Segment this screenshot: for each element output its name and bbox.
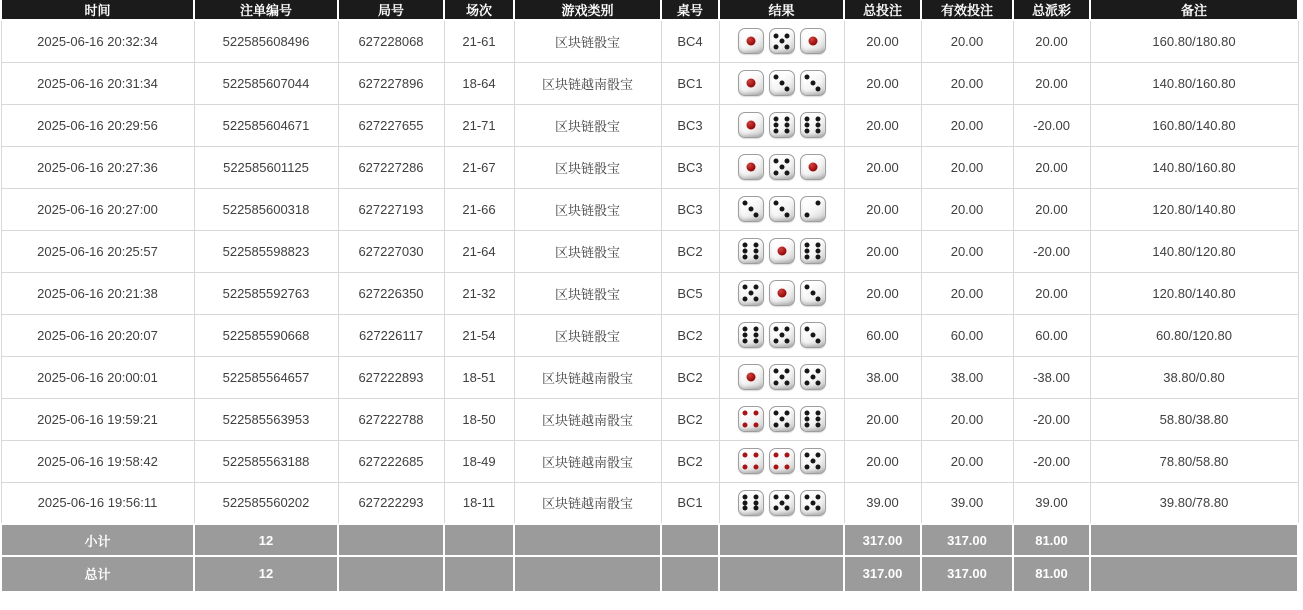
cell-valid-bet: 20.00	[921, 272, 1013, 314]
cell-remark: 160.80/180.80	[1090, 20, 1298, 62]
cell-remark: 58.80/38.80	[1090, 398, 1298, 440]
die-5-icon	[800, 490, 826, 516]
cell-table-number: BC3	[661, 146, 719, 188]
die-3-icon	[769, 196, 795, 222]
cell-table-number: BC1	[661, 482, 719, 524]
subtotal-valid-bet: 317.00	[921, 524, 1013, 556]
cell-payout: 20.00	[1013, 272, 1090, 314]
cell-game-type: 区块链骰宝	[514, 146, 661, 188]
cell-total-bet: 20.00	[844, 62, 921, 104]
cell-time: 2025-06-16 20:32:34	[1, 20, 194, 62]
cell-valid-bet: 20.00	[921, 230, 1013, 272]
die-1-icon	[738, 364, 764, 390]
cell-bet-number: 522585564657	[194, 356, 338, 398]
total-payout: 81.00	[1013, 556, 1090, 592]
cell-game-type: 区块链骰宝	[514, 20, 661, 62]
cell-time: 2025-06-16 20:31:34	[1, 62, 194, 104]
die-5-icon	[738, 280, 764, 306]
cell-remark: 140.80/160.80	[1090, 146, 1298, 188]
cell-total-bet: 20.00	[844, 188, 921, 230]
cell-remark: 120.80/140.80	[1090, 188, 1298, 230]
table-footer	[1, 524, 1298, 592]
cell-bet-number: 522585563188	[194, 440, 338, 482]
cell-valid-bet: 20.00	[921, 398, 1013, 440]
footer-empty-cell	[1090, 524, 1298, 556]
subtotal-label: 小计	[1, 524, 194, 556]
die-1-icon	[769, 280, 795, 306]
subtotal-payout: 81.00	[1013, 524, 1090, 556]
table-row	[1, 104, 1298, 146]
cell-table-number: BC2	[661, 230, 719, 272]
cell-bet-number: 522585598823	[194, 230, 338, 272]
die-1-icon	[738, 154, 764, 180]
cell-total-bet: 20.00	[844, 398, 921, 440]
cell-session: 18-49	[444, 440, 514, 482]
dice-result-icons	[722, 322, 842, 348]
cell-round-number: 627227030	[338, 230, 444, 272]
table-row	[1, 356, 1298, 398]
cell-total-bet: 20.00	[844, 20, 921, 62]
die-3-icon	[800, 70, 826, 96]
subtotal-total-bet: 317.00	[844, 524, 921, 556]
cell-time: 2025-06-16 20:00:01	[1, 356, 194, 398]
cell-valid-bet: 20.00	[921, 440, 1013, 482]
die-5-icon	[800, 448, 826, 474]
cell-session: 21-67	[444, 146, 514, 188]
footer-empty-cell	[661, 524, 719, 556]
cell-valid-bet: 38.00	[921, 356, 1013, 398]
table-row	[1, 62, 1298, 104]
table-row	[1, 482, 1298, 524]
die-5-icon	[769, 364, 795, 390]
column-header-table-no: 桌号	[661, 0, 719, 20]
cell-dice-result	[719, 314, 844, 356]
cell-payout: -38.00	[1013, 356, 1090, 398]
cell-dice-result	[719, 482, 844, 524]
die-6-icon	[800, 406, 826, 432]
die-6-icon	[800, 112, 826, 138]
cell-total-bet: 39.00	[844, 482, 921, 524]
total-row	[1, 556, 1298, 592]
cell-game-type: 区块链骰宝	[514, 104, 661, 146]
cell-table-number: BC5	[661, 272, 719, 314]
total-total-bet: 317.00	[844, 556, 921, 592]
dice-result-icons	[722, 28, 842, 54]
cell-game-type: 区块链越南骰宝	[514, 482, 661, 524]
table-row	[1, 272, 1298, 314]
cell-session: 21-54	[444, 314, 514, 356]
subtotal-row	[1, 524, 1298, 556]
cell-session: 18-50	[444, 398, 514, 440]
cell-bet-number: 522585560202	[194, 482, 338, 524]
column-header-game-type: 游戏类别	[514, 0, 661, 20]
cell-round-number: 627227655	[338, 104, 444, 146]
cell-valid-bet: 20.00	[921, 104, 1013, 146]
cell-total-bet: 20.00	[844, 272, 921, 314]
cell-session: 18-51	[444, 356, 514, 398]
dice-result-icons	[722, 406, 842, 432]
cell-game-type: 区块链越南骰宝	[514, 356, 661, 398]
cell-round-number: 627222685	[338, 440, 444, 482]
cell-remark: 140.80/160.80	[1090, 62, 1298, 104]
dice-result-icons	[722, 154, 842, 180]
cell-dice-result	[719, 272, 844, 314]
cell-payout: -20.00	[1013, 398, 1090, 440]
column-header-total-bet: 总投注	[844, 0, 921, 20]
cell-remark: 60.80/120.80	[1090, 314, 1298, 356]
total-count: 12	[194, 556, 338, 592]
cell-time: 2025-06-16 20:21:38	[1, 272, 194, 314]
cell-round-number: 627222293	[338, 482, 444, 524]
die-3-icon	[738, 196, 764, 222]
column-header-payout: 总派彩	[1013, 0, 1090, 20]
cell-time: 2025-06-16 19:56:11	[1, 482, 194, 524]
cell-time: 2025-06-16 20:20:07	[1, 314, 194, 356]
cell-game-type: 区块链骰宝	[514, 272, 661, 314]
cell-bet-number: 522585563953	[194, 398, 338, 440]
footer-empty-cell	[661, 556, 719, 592]
die-6-icon	[738, 322, 764, 348]
cell-total-bet: 20.00	[844, 230, 921, 272]
cell-session: 21-71	[444, 104, 514, 146]
total-valid-bet: 317.00	[921, 556, 1013, 592]
footer-empty-cell	[338, 556, 444, 592]
cell-payout: -20.00	[1013, 104, 1090, 146]
cell-dice-result	[719, 188, 844, 230]
cell-remark: 39.80/78.80	[1090, 482, 1298, 524]
cell-dice-result	[719, 146, 844, 188]
table-row	[1, 230, 1298, 272]
table-row	[1, 146, 1298, 188]
cell-bet-number: 522585590668	[194, 314, 338, 356]
cell-valid-bet: 60.00	[921, 314, 1013, 356]
cell-valid-bet: 20.00	[921, 146, 1013, 188]
footer-empty-cell	[514, 556, 661, 592]
cell-payout: 20.00	[1013, 188, 1090, 230]
column-header-remark: 备注	[1090, 0, 1298, 20]
die-3-icon	[800, 322, 826, 348]
cell-total-bet: 20.00	[844, 440, 921, 482]
cell-bet-number: 522585601125	[194, 146, 338, 188]
cell-payout: 20.00	[1013, 62, 1090, 104]
die-3-icon	[769, 70, 795, 96]
cell-total-bet: 60.00	[844, 314, 921, 356]
table-row	[1, 20, 1298, 62]
cell-remark: 160.80/140.80	[1090, 104, 1298, 146]
die-3-icon	[800, 280, 826, 306]
cell-bet-number: 522585608496	[194, 20, 338, 62]
cell-payout: 20.00	[1013, 20, 1090, 62]
die-2-icon	[800, 196, 826, 222]
die-5-icon	[800, 364, 826, 390]
cell-valid-bet: 39.00	[921, 482, 1013, 524]
cell-dice-result	[719, 356, 844, 398]
cell-bet-number: 522585600318	[194, 188, 338, 230]
cell-valid-bet: 20.00	[921, 62, 1013, 104]
column-header-bet-no: 注单编号	[194, 0, 338, 20]
cell-total-bet: 20.00	[844, 146, 921, 188]
cell-game-type: 区块链越南骰宝	[514, 440, 661, 482]
cell-remark: 140.80/120.80	[1090, 230, 1298, 272]
die-1-icon	[738, 112, 764, 138]
cell-round-number: 627222788	[338, 398, 444, 440]
table-row	[1, 314, 1298, 356]
column-header-session: 场次	[444, 0, 514, 20]
total-label: 总计	[1, 556, 194, 592]
table-body	[1, 20, 1298, 524]
cell-time: 2025-06-16 19:59:21	[1, 398, 194, 440]
cell-dice-result	[719, 62, 844, 104]
cell-session: 21-66	[444, 188, 514, 230]
cell-table-number: BC2	[661, 398, 719, 440]
cell-total-bet: 20.00	[844, 104, 921, 146]
cell-session: 21-32	[444, 272, 514, 314]
column-header-time: 时间	[1, 0, 194, 20]
cell-valid-bet: 20.00	[921, 188, 1013, 230]
die-1-icon	[738, 70, 764, 96]
footer-empty-cell	[1090, 556, 1298, 592]
table-row	[1, 188, 1298, 230]
cell-bet-number: 522585607044	[194, 62, 338, 104]
cell-valid-bet: 20.00	[921, 20, 1013, 62]
cell-table-number: BC3	[661, 104, 719, 146]
cell-total-bet: 38.00	[844, 356, 921, 398]
footer-empty-cell	[338, 524, 444, 556]
cell-remark: 78.80/58.80	[1090, 440, 1298, 482]
cell-round-number: 627226117	[338, 314, 444, 356]
die-6-icon	[769, 112, 795, 138]
column-header-valid-bet: 有效投注	[921, 0, 1013, 20]
footer-empty-cell	[444, 524, 514, 556]
dice-result-icons	[722, 196, 842, 222]
cell-payout: 20.00	[1013, 146, 1090, 188]
die-6-icon	[738, 238, 764, 264]
dice-result-icons	[722, 490, 842, 516]
cell-time: 2025-06-16 20:25:57	[1, 230, 194, 272]
die-4-icon	[769, 448, 795, 474]
column-header-result: 结果	[719, 0, 844, 20]
subtotal-count: 12	[194, 524, 338, 556]
die-5-icon	[769, 28, 795, 54]
die-1-icon	[769, 238, 795, 264]
cell-round-number: 627227193	[338, 188, 444, 230]
cell-time: 2025-06-16 20:27:36	[1, 146, 194, 188]
die-4-icon	[738, 448, 764, 474]
cell-game-type: 区块链骰宝	[514, 230, 661, 272]
cell-session: 21-61	[444, 20, 514, 62]
cell-round-number: 627227286	[338, 146, 444, 188]
die-5-icon	[769, 490, 795, 516]
cell-table-number: BC3	[661, 188, 719, 230]
cell-payout: -20.00	[1013, 230, 1090, 272]
cell-session: 18-11	[444, 482, 514, 524]
table-row	[1, 398, 1298, 440]
cell-dice-result	[719, 398, 844, 440]
footer-empty-cell	[719, 556, 844, 592]
footer-empty-cell	[719, 524, 844, 556]
column-header-round-no: 局号	[338, 0, 444, 20]
table-row	[1, 440, 1298, 482]
dice-result-icons	[722, 238, 842, 264]
cell-game-type: 区块链越南骰宝	[514, 398, 661, 440]
cell-time: 2025-06-16 19:58:42	[1, 440, 194, 482]
cell-session: 18-64	[444, 62, 514, 104]
die-5-icon	[769, 406, 795, 432]
cell-round-number: 627228068	[338, 20, 444, 62]
die-6-icon	[800, 238, 826, 264]
cell-game-type: 区块链骰宝	[514, 188, 661, 230]
die-5-icon	[769, 154, 795, 180]
cell-remark: 38.80/0.80	[1090, 356, 1298, 398]
dice-result-icons	[722, 280, 842, 306]
cell-bet-number: 522585604671	[194, 104, 338, 146]
dice-result-icons	[722, 70, 842, 96]
cell-table-number: BC2	[661, 356, 719, 398]
footer-empty-cell	[514, 524, 661, 556]
cell-round-number: 627226350	[338, 272, 444, 314]
cell-payout: 39.00	[1013, 482, 1090, 524]
cell-time: 2025-06-16 20:27:00	[1, 188, 194, 230]
cell-round-number: 627222893	[338, 356, 444, 398]
dice-result-icons	[722, 364, 842, 390]
cell-session: 21-64	[444, 230, 514, 272]
dice-result-icons	[722, 448, 842, 474]
cell-payout: 60.00	[1013, 314, 1090, 356]
cell-table-number: BC2	[661, 314, 719, 356]
die-6-icon	[738, 490, 764, 516]
footer-empty-cell	[444, 556, 514, 592]
cell-dice-result	[719, 104, 844, 146]
cell-table-number: BC1	[661, 62, 719, 104]
dice-result-icons	[722, 112, 842, 138]
cell-game-type: 区块链骰宝	[514, 314, 661, 356]
cell-round-number: 627227896	[338, 62, 444, 104]
table-header-row	[1, 0, 1298, 20]
cell-payout: -20.00	[1013, 440, 1090, 482]
cell-dice-result	[719, 20, 844, 62]
die-1-icon	[800, 28, 826, 54]
cell-table-number: BC4	[661, 20, 719, 62]
die-4-icon	[738, 406, 764, 432]
cell-dice-result	[719, 440, 844, 482]
cell-game-type: 区块链越南骰宝	[514, 62, 661, 104]
cell-dice-result	[719, 230, 844, 272]
cell-table-number: BC2	[661, 440, 719, 482]
cell-time: 2025-06-16 20:29:56	[1, 104, 194, 146]
cell-remark: 120.80/140.80	[1090, 272, 1298, 314]
cell-bet-number: 522585592763	[194, 272, 338, 314]
die-1-icon	[800, 154, 826, 180]
die-1-icon	[738, 28, 764, 54]
die-5-icon	[769, 322, 795, 348]
